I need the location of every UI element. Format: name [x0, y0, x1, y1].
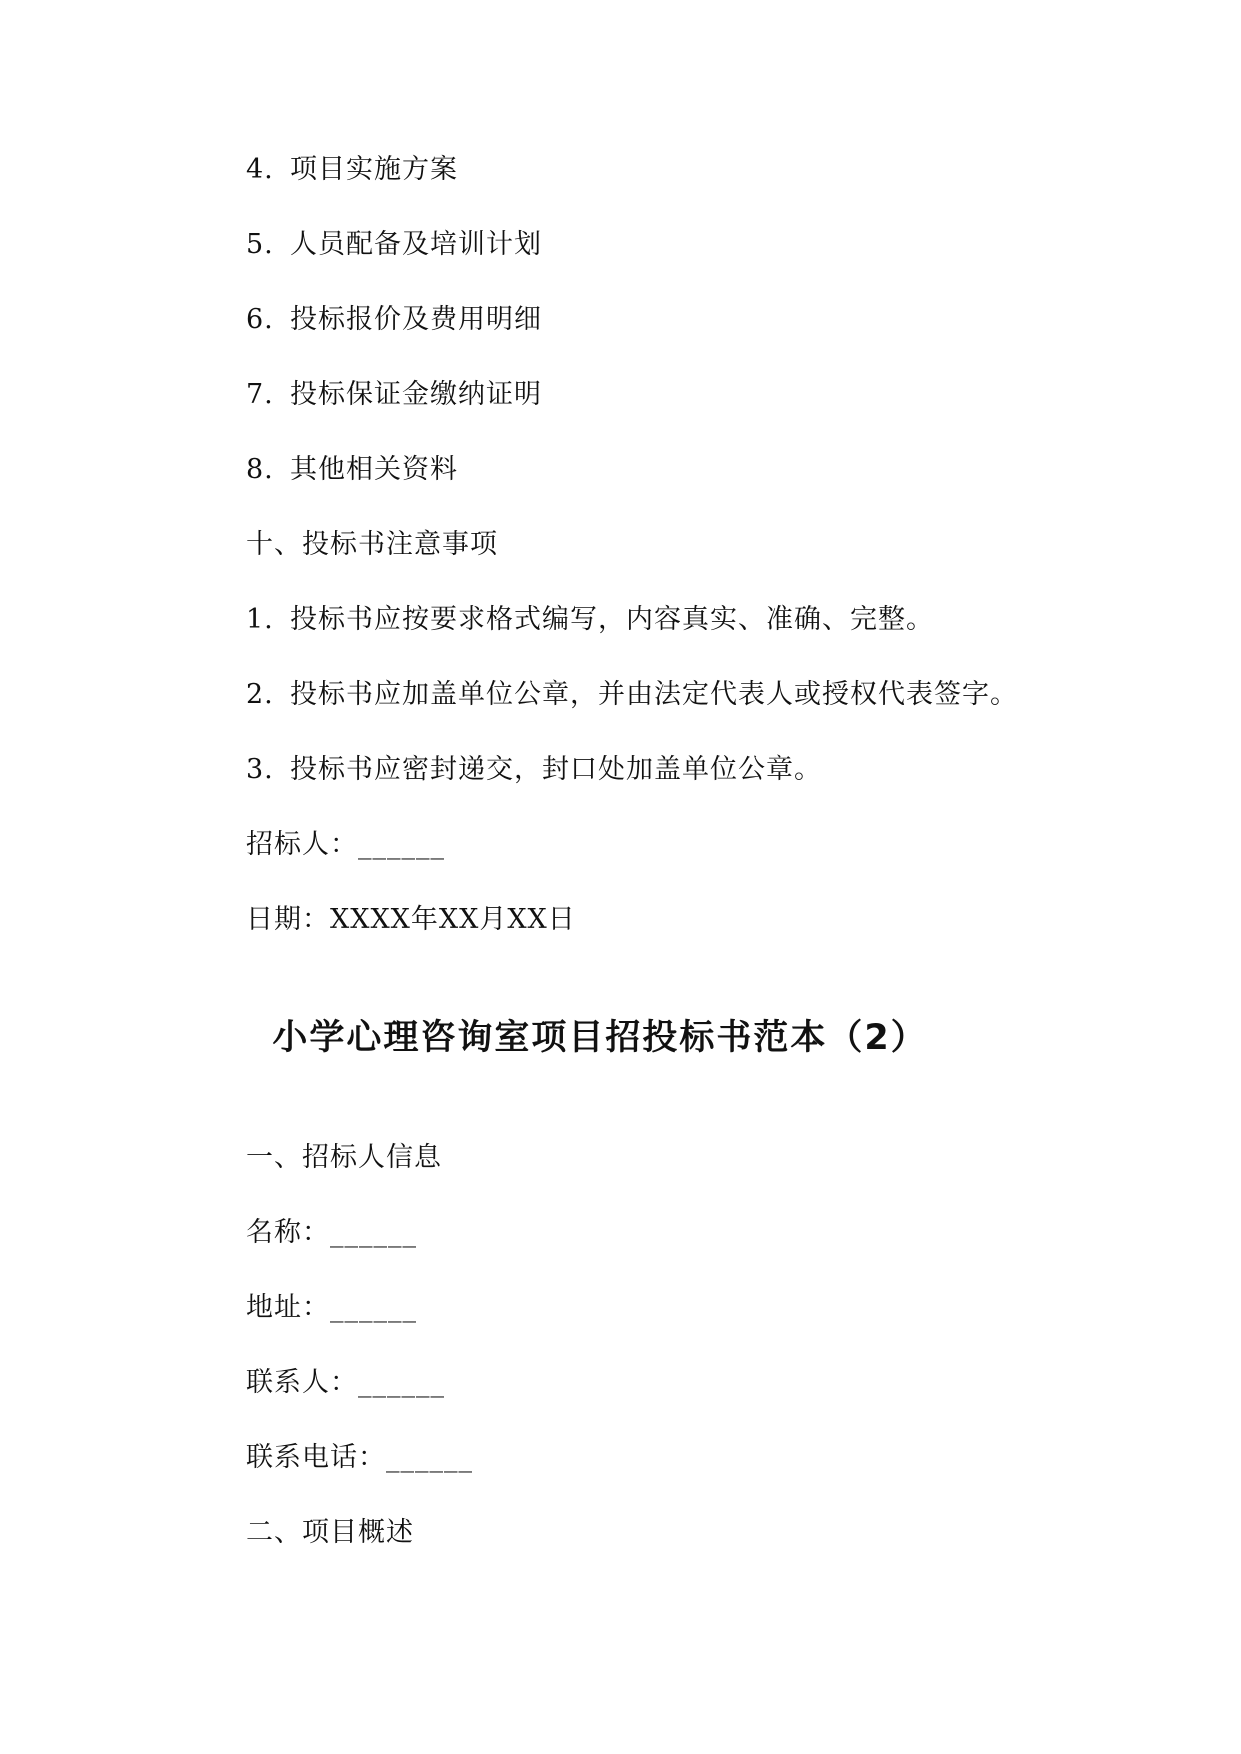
list-item: [246, 453, 458, 487]
list-item: [246, 753, 822, 787]
list-item-number: 3.: [246, 754, 274, 785]
list-item-text: 投标报价及费用明细: [290, 304, 542, 335]
list-item: [246, 228, 542, 262]
field-line-name: 名称：______: [246, 1217, 417, 1248]
list-item-text: 人员配备及培训计划: [290, 229, 542, 260]
field-line-phone: 联系电话：______: [246, 1442, 473, 1473]
list-item: [246, 153, 458, 187]
date-line: 日期：XXXX年XX月XX日: [246, 904, 576, 935]
list-item-number: 1.: [246, 604, 274, 635]
list-item-number: 7.: [246, 379, 274, 410]
list-item-number: 5.: [246, 229, 274, 260]
section-heading: 一、招标人信息: [246, 1142, 442, 1173]
document-title: 小学心理咨询室项目招投标书范本（2）: [272, 1018, 928, 1058]
field-line-contact: 联系人：______: [246, 1367, 445, 1398]
list-item: [246, 378, 542, 412]
list-item: [246, 303, 542, 337]
list-item: [246, 603, 934, 637]
list-item-text: 投标保证金缴纳证明: [290, 379, 542, 410]
list-item: [246, 678, 1018, 712]
list-item-text: 其他相关资料: [290, 454, 458, 485]
tenderer-signature-line: 招标人：______: [246, 829, 445, 860]
field-line-address: 地址：______: [246, 1292, 417, 1323]
section-heading: 二、项目概述: [246, 1517, 414, 1548]
section-heading: 十、投标书注意事项: [246, 529, 498, 560]
list-item-text: 投标书应加盖单位公章，并由法定代表人或授权代表签字。: [290, 679, 1018, 710]
list-item-text: 项目实施方案: [290, 154, 458, 185]
list-item-number: 6.: [246, 304, 274, 335]
list-item-text: 投标书应密封递交，封口处加盖单位公章。: [290, 754, 822, 785]
list-item-text: 投标书应按要求格式编写，内容真实、准确、完整。: [290, 604, 934, 635]
list-item-number: 8.: [246, 454, 274, 485]
list-item-number: 4.: [246, 154, 274, 185]
list-item-number: 2.: [246, 679, 274, 710]
